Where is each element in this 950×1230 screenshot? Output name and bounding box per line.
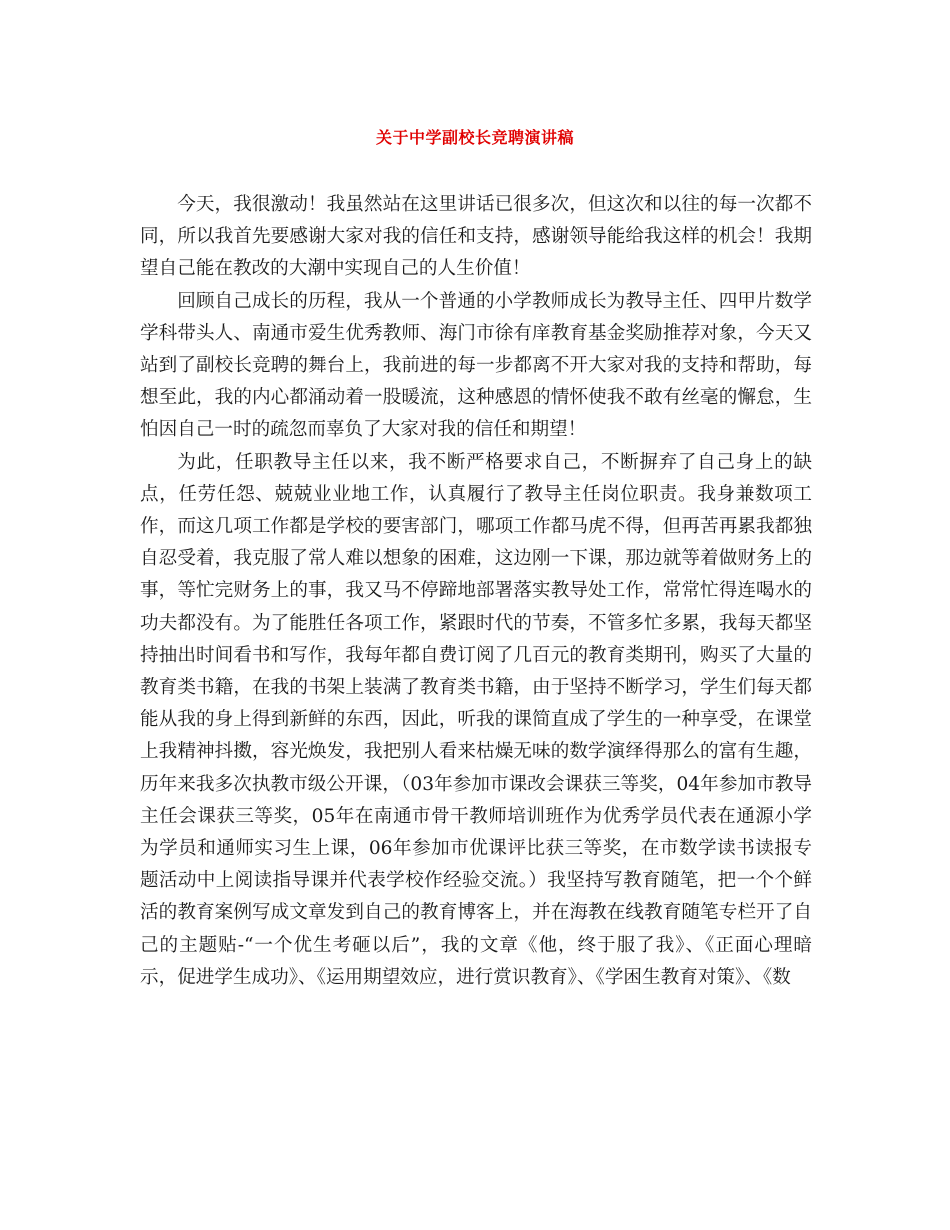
paragraph-2: 回顾自己成长的历程，我从一个普通的小学教师成长为教导主任、四甲片数学学科带头人、南通市爱生优秀教师、海门市徐有庠教育基金奖励推荐对象，今天又站到了副校长竞聘的舞台上，我前进的每一步都离不开大家对我的支持和帮助，每想至此，我的内心都涌动着一股暖流，这种感恩的情怀使我不敢有丝毫的懈怠，生怕因自己一时的疏忽而辜负了大家对我的信任和期望！ <box>140 290 812 441</box>
paragraph-3: 为此，任职教导主任以来，我不断严格要求自己，不断摒弃了自己身上的缺点，任劳任怨、兢兢业业地工作，认真履行了教导主任岗位职责。我身兼数项工作，而这几项工作都是学校的要害部门，哪项工作都马虎不得，但再苦再累我都独自忍受着，我克服了常人难以想象的困难，这边刚一下课，那边就等着做财务上的事，等忙完财务上的事，我又马不停蹄地部署落实教导处工作，常常忙得连喝水的功夫都没有。为了能胜任各项工作，紧跟时代的节奏，不管多忙多累，我每天都坚持抽出时间看书和写作，我每年都自费订阅了几百元的教育类期刊，购买了大量的教育类书籍，在我的书架上装满了教育类书籍，由于坚持不断学习，学生们每天都能从我的身上得到新鲜的东西，因此，听我的课简直成了学生的一种享受，在课堂上我精神抖擞，容光焕发，我把别人看来枯燥无味的数学演绎得那么的富有生趣，历年来我多次执教市级公开课，（03年参加市课改会课获三等奖，04年参加市教导主任会课获三等奖，05年在南通市骨干教师培训班作为优秀学员代表在通源小学为学员和通师实习生上课，06年参加市优课评比获三等奖，在市数学读书读报专题活动中上阅读指导课并代表学校作经验交流。）我坚持写教育随笔，把一个个鲜活的教育案例写成文章发到自己的教育博客上，并在海教在线教育随笔专栏开了自己的主题贴-“一个优生考砸以后”，我的文章《他，终于服了我》、《正面心理暗示，促进学生成功》、《运用期望效应，进行赏识教育》、《学困生教育对策》、《数 <box>140 451 812 988</box>
document-body <box>140 189 812 994</box>
paragraph-1: 今天，我很激动！我虽然站在这里讲话已很多次，但这次和以往的每一次都不同，所以我首先要感谢大家对我的信任和支持，感谢领导能给我这样的机会！我期望自己能在教改的大潮中实现自己的人生价值！ <box>140 194 812 280</box>
document-title: 关于中学副校长竞聘演讲稿 <box>375 128 574 147</box>
